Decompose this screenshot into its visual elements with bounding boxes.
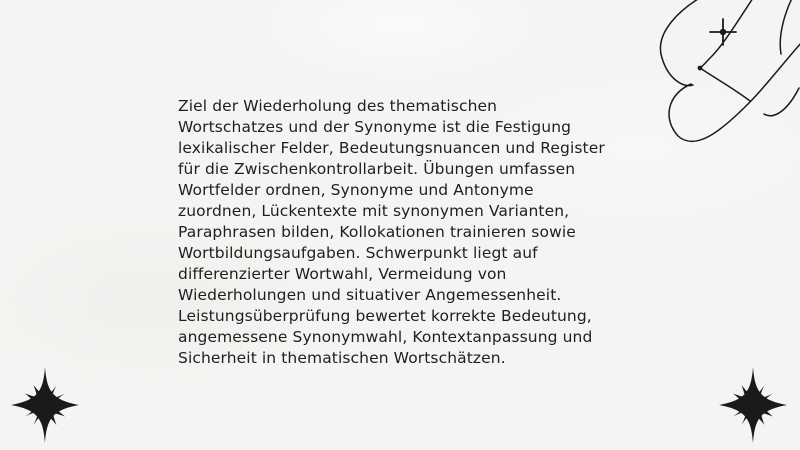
paragraph-line: lexikalischer Felder, Bedeutungsnuancen und Register [178,139,605,157]
orbit-scribble-icon [630,0,800,175]
paragraph-line: Ziel der Wiederholung des thematischen [178,97,498,115]
scribble-loop [669,42,800,141]
paragraph-line: Wortschatzes und der Synonyme ist die Festigung [178,118,572,136]
body-text [178,96,648,369]
plus-sparkle-icon [710,19,736,45]
scribble-edge-arc [780,0,794,54]
paragraph-line: angemessene Synonymwahl, Kontextanpassung und [178,328,593,346]
paragraph-line: Leistungsüberprüfung bewertet korrekte Bedeutung, [178,307,592,325]
paragraph-line: Paraphrasen bilden, Kollokationen trainieren sowie [178,223,576,241]
paragraph-line: zuordnen, Lückentexte mit synonymen Varianten, [178,202,570,220]
scribble-smile [764,88,799,116]
scribble-node-dot [698,66,703,71]
compass-star-icon [712,364,794,446]
paragraph-line: Wiederholungen und situativer Angemessenheit. [178,286,562,304]
paragraph-line: Wortbildungsaufgaben. Schwerpunkt liegt auf [178,244,538,262]
paragraph-line: Wortfelder ordnen, Synonyme und Antonyme [178,181,534,199]
paragraph-line: Sicherheit in thematischen Wortschätzen. [178,349,506,367]
paragraph-line: differenzierter Wortwahl, Vermeidung von [178,265,507,283]
scribble-diagonal [700,0,757,101]
compass-star-icon [4,364,86,446]
paragraph-line: für die Zwischenkontrollarbeit. Übungen umfassen [178,160,576,178]
